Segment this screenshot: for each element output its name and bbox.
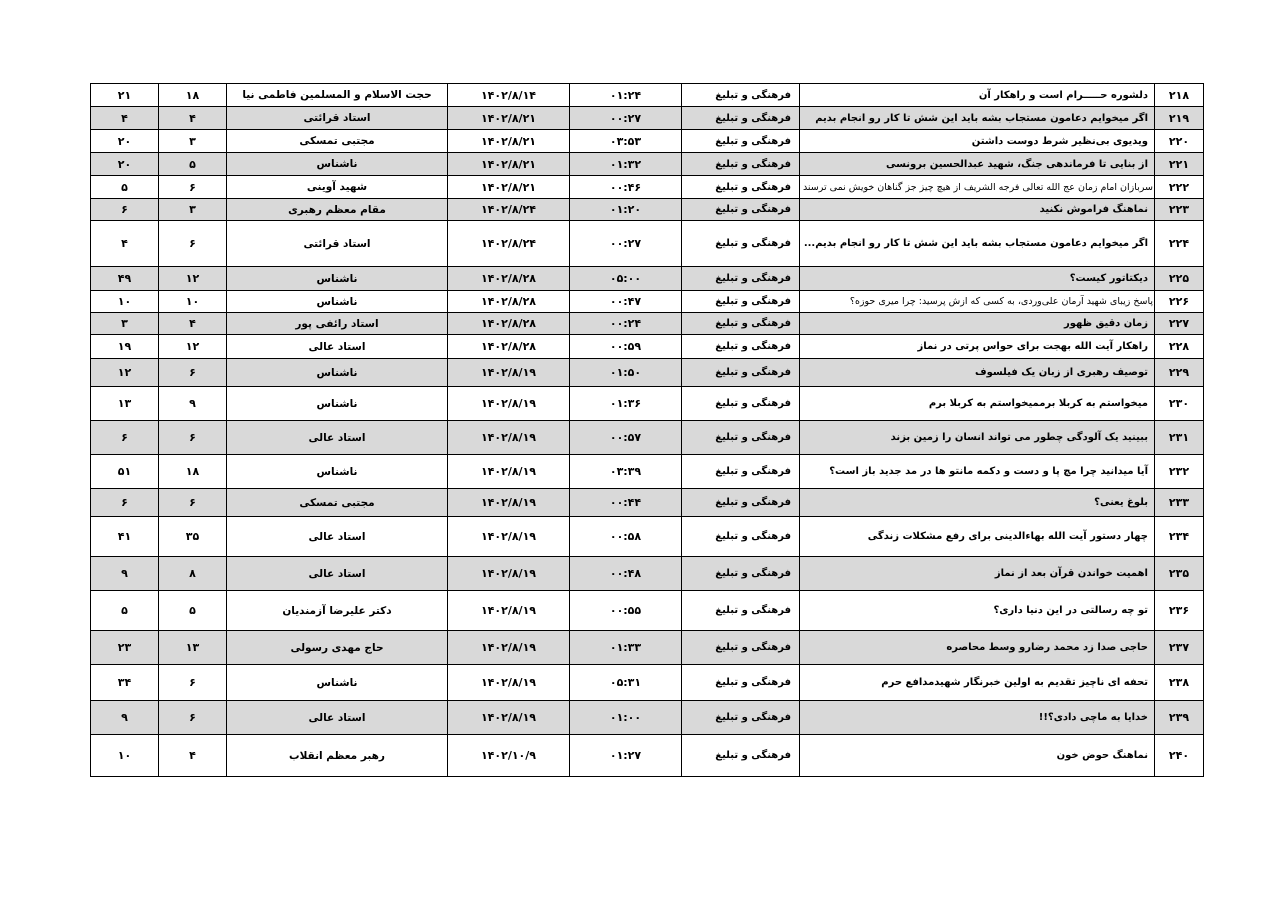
table-row: [91, 199, 1204, 221]
speaker-cell: ناشناس: [227, 387, 448, 421]
count-1-cell: ۴: [159, 735, 227, 777]
speaker-cell: استاد عالی: [227, 517, 448, 557]
table-row: [91, 335, 1204, 359]
duration-cell: ۰۳:۳۹: [570, 455, 682, 489]
count-1-cell: ۹: [159, 387, 227, 421]
table-row: [91, 267, 1204, 291]
table-row: [91, 591, 1204, 631]
category-cell: فرهنگی و تبلیغ: [682, 107, 800, 130]
category-cell: فرهنگی و تبلیغ: [682, 313, 800, 335]
row-number-cell: ۲۲۱: [1155, 153, 1204, 176]
count-1-cell: ۱۳: [159, 631, 227, 665]
table-row: [91, 84, 1204, 107]
speaker-cell: استاد قرائتی: [227, 221, 448, 267]
speaker-cell: دکتر علیرضا آزمندیان: [227, 591, 448, 631]
duration-cell: ۰۰:۴۴: [570, 489, 682, 517]
date-cell: ۱۴۰۲/۸/۱۹: [448, 489, 570, 517]
duration-cell: ۰۵:۳۱: [570, 665, 682, 701]
title-cell: حاجی صدا زد محمد رضارو وسط محاصره: [800, 631, 1155, 665]
count-2-cell: ۶: [91, 421, 159, 455]
table-row: [91, 421, 1204, 455]
count-1-cell: ۳: [159, 199, 227, 221]
row-number-cell: ۲۴۰: [1155, 735, 1204, 777]
table-row: [91, 735, 1204, 777]
table-row: [91, 455, 1204, 489]
title-cell: اهمیت خواندن قرآن بعد از نماز: [800, 557, 1155, 591]
table-row: [91, 291, 1204, 313]
title-cell: دلشوره حـــــرام است و راهکار آن: [800, 84, 1155, 107]
speaker-cell: شهید آوینی: [227, 176, 448, 199]
duration-cell: ۰۱:۲۴: [570, 84, 682, 107]
duration-cell: ۰۰:۲۷: [570, 221, 682, 267]
count-2-cell: ۱۹: [91, 335, 159, 359]
row-number-cell: ۲۲۰: [1155, 130, 1204, 153]
category-cell: فرهنگی و تبلیغ: [682, 359, 800, 387]
table-row: [91, 130, 1204, 153]
title-cell: نماهنگ فراموش نکنید: [800, 199, 1155, 221]
count-1-cell: ۱۲: [159, 267, 227, 291]
count-1-cell: ۱۲: [159, 335, 227, 359]
speaker-cell: ناشناس: [227, 267, 448, 291]
date-cell: ۱۴۰۲/۸/۱۹: [448, 455, 570, 489]
speaker-cell: ناشناس: [227, 455, 448, 489]
count-2-cell: ۵: [91, 591, 159, 631]
count-1-cell: ۶: [159, 665, 227, 701]
date-cell: ۱۴۰۲/۸/۱۹: [448, 631, 570, 665]
count-1-cell: ۴: [159, 107, 227, 130]
date-cell: ۱۴۰۲/۸/۱۹: [448, 359, 570, 387]
table-row: [91, 701, 1204, 735]
count-2-cell: ۴: [91, 107, 159, 130]
title-cell: ویدیوی بی‌نظیر شرط دوست داشتن: [800, 130, 1155, 153]
speaker-cell: استاد عالی: [227, 701, 448, 735]
category-cell: فرهنگی و تبلیغ: [682, 153, 800, 176]
duration-cell: ۰۰:۴۸: [570, 557, 682, 591]
category-cell: فرهنگی و تبلیغ: [682, 387, 800, 421]
count-1-cell: ۵: [159, 153, 227, 176]
title-cell: اگر میخوایم دعامون مستجاب بشه باید این شش تا کار رو انجام بدیم...: [800, 221, 1155, 267]
count-1-cell: ۶: [159, 221, 227, 267]
category-cell: فرهنگی و تبلیغ: [682, 591, 800, 631]
table-row: [91, 221, 1204, 267]
speaker-cell: ناشناس: [227, 359, 448, 387]
count-2-cell: ۱۰: [91, 291, 159, 313]
count-1-cell: ۸: [159, 557, 227, 591]
row-number-cell: ۲۱۸: [1155, 84, 1204, 107]
category-cell: فرهنگی و تبلیغ: [682, 335, 800, 359]
title-cell: راهکار آیت الله بهجت برای حواس پرتی در نماز: [800, 335, 1155, 359]
duration-cell: ۰۰:۴۶: [570, 176, 682, 199]
duration-cell: ۰۰:۴۷: [570, 291, 682, 313]
speaker-cell: استاد عالی: [227, 421, 448, 455]
date-cell: ۱۴۰۲/۸/۲۸: [448, 291, 570, 313]
category-cell: فرهنگی و تبلیغ: [682, 631, 800, 665]
row-number-cell: ۲۲۳: [1155, 199, 1204, 221]
date-cell: ۱۴۰۲/۸/۱۹: [448, 665, 570, 701]
count-2-cell: ۴۱: [91, 517, 159, 557]
row-number-cell: ۲۳۱: [1155, 421, 1204, 455]
date-cell: ۱۴۰۲/۸/۱۹: [448, 387, 570, 421]
duration-cell: ۰۰:۵۸: [570, 517, 682, 557]
title-cell: پاسخ زیبای شهید آرمان علی‌وردی، به کسی که ازش پرسید: چرا میری حوزه؟: [800, 291, 1155, 313]
speaker-cell: مجتبی تمسکی: [227, 489, 448, 517]
title-cell: از بنایی تا فرماندهی جنگ، شهید عبدالحسین برونسی: [800, 153, 1155, 176]
count-2-cell: ۲۰: [91, 153, 159, 176]
count-1-cell: ۶: [159, 176, 227, 199]
duration-cell: ۰۱:۰۰: [570, 701, 682, 735]
count-2-cell: ۹: [91, 701, 159, 735]
count-2-cell: ۴۹: [91, 267, 159, 291]
category-cell: فرهنگی و تبلیغ: [682, 455, 800, 489]
count-2-cell: ۱۲: [91, 359, 159, 387]
count-1-cell: ۳۵: [159, 517, 227, 557]
date-cell: ۱۴۰۲/۸/۲۴: [448, 221, 570, 267]
duration-cell: ۰۰:۲۴: [570, 313, 682, 335]
title-cell: توصیف رهبری از زبان یک فیلسوف: [800, 359, 1155, 387]
date-cell: ۱۴۰۲/۸/۲۱: [448, 176, 570, 199]
date-cell: ۱۴۰۲/۸/۲۸: [448, 267, 570, 291]
table-row: [91, 153, 1204, 176]
table-row: [91, 517, 1204, 557]
category-cell: فرهنگی و تبلیغ: [682, 557, 800, 591]
date-cell: ۱۴۰۲/۸/۱۴: [448, 84, 570, 107]
speaker-cell: مجتبی تمسکی: [227, 130, 448, 153]
title-cell: خدایا به ماچی دادی؟!!: [800, 701, 1155, 735]
title-cell: زمان دقیق ظهور: [800, 313, 1155, 335]
row-number-cell: ۲۳۵: [1155, 557, 1204, 591]
count-2-cell: ۶: [91, 199, 159, 221]
duration-cell: ۰۰:۵۵: [570, 591, 682, 631]
row-number-cell: ۲۲۴: [1155, 221, 1204, 267]
category-cell: فرهنگی و تبلیغ: [682, 735, 800, 777]
table-row: [91, 359, 1204, 387]
date-cell: ۱۴۰۲/۸/۲۴: [448, 199, 570, 221]
row-number-cell: ۲۲۲: [1155, 176, 1204, 199]
count-1-cell: ۶: [159, 359, 227, 387]
speaker-cell: رهبر معظم انقلاب: [227, 735, 448, 777]
category-cell: فرهنگی و تبلیغ: [682, 517, 800, 557]
category-cell: فرهنگی و تبلیغ: [682, 130, 800, 153]
category-cell: فرهنگی و تبلیغ: [682, 421, 800, 455]
date-cell: ۱۴۰۲/۸/۲۸: [448, 313, 570, 335]
count-1-cell: ۵: [159, 591, 227, 631]
table-row: [91, 665, 1204, 701]
duration-cell: ۰۱:۳۶: [570, 387, 682, 421]
table-row: [91, 631, 1204, 665]
duration-cell: ۰۳:۵۳: [570, 130, 682, 153]
row-number-cell: ۲۲۵: [1155, 267, 1204, 291]
row-number-cell: ۲۳۷: [1155, 631, 1204, 665]
count-2-cell: ۵۱: [91, 455, 159, 489]
duration-cell: ۰۱:۵۰: [570, 359, 682, 387]
date-cell: ۱۴۰۲/۸/۱۹: [448, 701, 570, 735]
title-cell: تحفه ای ناچیز تقدیم به اولین خبرنگار شهیدمدافع حرم: [800, 665, 1155, 701]
duration-cell: ۰۱:۲۷: [570, 735, 682, 777]
title-cell: بلوغ یعنی؟: [800, 489, 1155, 517]
date-cell: ۱۴۰۲/۸/۱۹: [448, 557, 570, 591]
count-2-cell: ۹: [91, 557, 159, 591]
count-2-cell: ۴: [91, 221, 159, 267]
row-number-cell: ۲۲۷: [1155, 313, 1204, 335]
speaker-cell: حجت الاسلام و المسلمین فاطمی نیا: [227, 84, 448, 107]
count-2-cell: ۶: [91, 489, 159, 517]
count-2-cell: ۳۴: [91, 665, 159, 701]
row-number-cell: ۲۳۹: [1155, 701, 1204, 735]
date-cell: ۱۴۰۲/۸/۲۱: [448, 107, 570, 130]
row-number-cell: ۲۳۳: [1155, 489, 1204, 517]
date-cell: ۱۴۰۲/۸/۲۱: [448, 153, 570, 176]
duration-cell: ۰۰:۵۷: [570, 421, 682, 455]
category-cell: فرهنگی و تبلیغ: [682, 489, 800, 517]
row-number-cell: ۲۳۸: [1155, 665, 1204, 701]
row-number-cell: ۲۲۸: [1155, 335, 1204, 359]
title-cell: دیکتاتور کیست؟: [800, 267, 1155, 291]
speaker-cell: استاد قرائتی: [227, 107, 448, 130]
date-cell: ۱۴۰۲/۸/۱۹: [448, 591, 570, 631]
table-row: [91, 557, 1204, 591]
table-body: [91, 84, 1204, 777]
count-1-cell: ۶: [159, 421, 227, 455]
row-number-cell: ۲۲۹: [1155, 359, 1204, 387]
count-2-cell: ۳: [91, 313, 159, 335]
category-cell: فرهنگی و تبلیغ: [682, 665, 800, 701]
date-cell: ۱۴۰۲/۱۰/۹: [448, 735, 570, 777]
row-number-cell: ۲۳۲: [1155, 455, 1204, 489]
speaker-cell: ناشناس: [227, 665, 448, 701]
date-cell: ۱۴۰۲/۸/۲۸: [448, 335, 570, 359]
category-cell: فرهنگی و تبلیغ: [682, 267, 800, 291]
title-cell: نماهنگ حوض خون: [800, 735, 1155, 777]
title-cell: آیا میدانید چرا مچ پا و دست و دکمه مانتو ها در مد جدید باز است؟: [800, 455, 1155, 489]
count-2-cell: ۱۰: [91, 735, 159, 777]
category-cell: فرهنگی و تبلیغ: [682, 221, 800, 267]
duration-cell: ۰۱:۳۳: [570, 631, 682, 665]
category-cell: فرهنگی و تبلیغ: [682, 199, 800, 221]
count-1-cell: ۱۰: [159, 291, 227, 313]
table-row: [91, 387, 1204, 421]
title-cell: سربازان امام زمان عج الله تعالی فرجه الشریف از هیچ چیز جز گناهان خویش نمی ترسند: [800, 176, 1155, 199]
table-row: [91, 176, 1204, 199]
count-1-cell: ۱۸: [159, 84, 227, 107]
category-cell: فرهنگی و تبلیغ: [682, 176, 800, 199]
count-1-cell: ۱۸: [159, 455, 227, 489]
date-cell: ۱۴۰۲/۸/۲۱: [448, 130, 570, 153]
speaker-cell: استاد عالی: [227, 335, 448, 359]
count-1-cell: ۶: [159, 489, 227, 517]
title-cell: چهار دستور آیت الله بهاءالدینی برای رفع مشکلات زندگی: [800, 517, 1155, 557]
date-cell: ۱۴۰۲/۸/۱۹: [448, 517, 570, 557]
count-2-cell: ۲۱: [91, 84, 159, 107]
date-cell: ۱۴۰۲/۸/۱۹: [448, 421, 570, 455]
count-2-cell: ۲۰: [91, 130, 159, 153]
title-cell: تو چه رسالتی در این دنیا داری؟: [800, 591, 1155, 631]
media-list-table: [90, 83, 1204, 777]
row-number-cell: ۲۲۶: [1155, 291, 1204, 313]
count-2-cell: ۱۳: [91, 387, 159, 421]
speaker-cell: مقام معظم رهبری: [227, 199, 448, 221]
row-number-cell: ۲۱۹: [1155, 107, 1204, 130]
speaker-cell: استاد رائفی پور: [227, 313, 448, 335]
speaker-cell: استاد عالی: [227, 557, 448, 591]
speaker-cell: ناشناس: [227, 291, 448, 313]
count-1-cell: ۳: [159, 130, 227, 153]
count-1-cell: ۴: [159, 313, 227, 335]
count-1-cell: ۶: [159, 701, 227, 735]
speaker-cell: حاج مهدی رسولی: [227, 631, 448, 665]
row-number-cell: ۲۳۶: [1155, 591, 1204, 631]
category-cell: فرهنگی و تبلیغ: [682, 291, 800, 313]
duration-cell: ۰۵:۰۰: [570, 267, 682, 291]
category-cell: فرهنگی و تبلیغ: [682, 701, 800, 735]
row-number-cell: ۲۳۴: [1155, 517, 1204, 557]
table-row: [91, 313, 1204, 335]
duration-cell: ۰۰:۲۷: [570, 107, 682, 130]
count-2-cell: ۵: [91, 176, 159, 199]
count-2-cell: ۲۳: [91, 631, 159, 665]
category-cell: فرهنگی و تبلیغ: [682, 84, 800, 107]
table-row: [91, 489, 1204, 517]
speaker-cell: ناشناس: [227, 153, 448, 176]
duration-cell: ۰۱:۳۲: [570, 153, 682, 176]
title-cell: میخواستم به کربلا برممیخواستم به کربلا برم: [800, 387, 1155, 421]
row-number-cell: ۲۳۰: [1155, 387, 1204, 421]
title-cell: اگر میخوایم دعامون مستجاب بشه باید این شش تا کار رو انجام بدیم: [800, 107, 1155, 130]
table-row: [91, 107, 1204, 130]
duration-cell: ۰۱:۲۰: [570, 199, 682, 221]
duration-cell: ۰۰:۵۹: [570, 335, 682, 359]
title-cell: ببینید یک آلودگی چطور می تواند انسان را زمین بزند: [800, 421, 1155, 455]
